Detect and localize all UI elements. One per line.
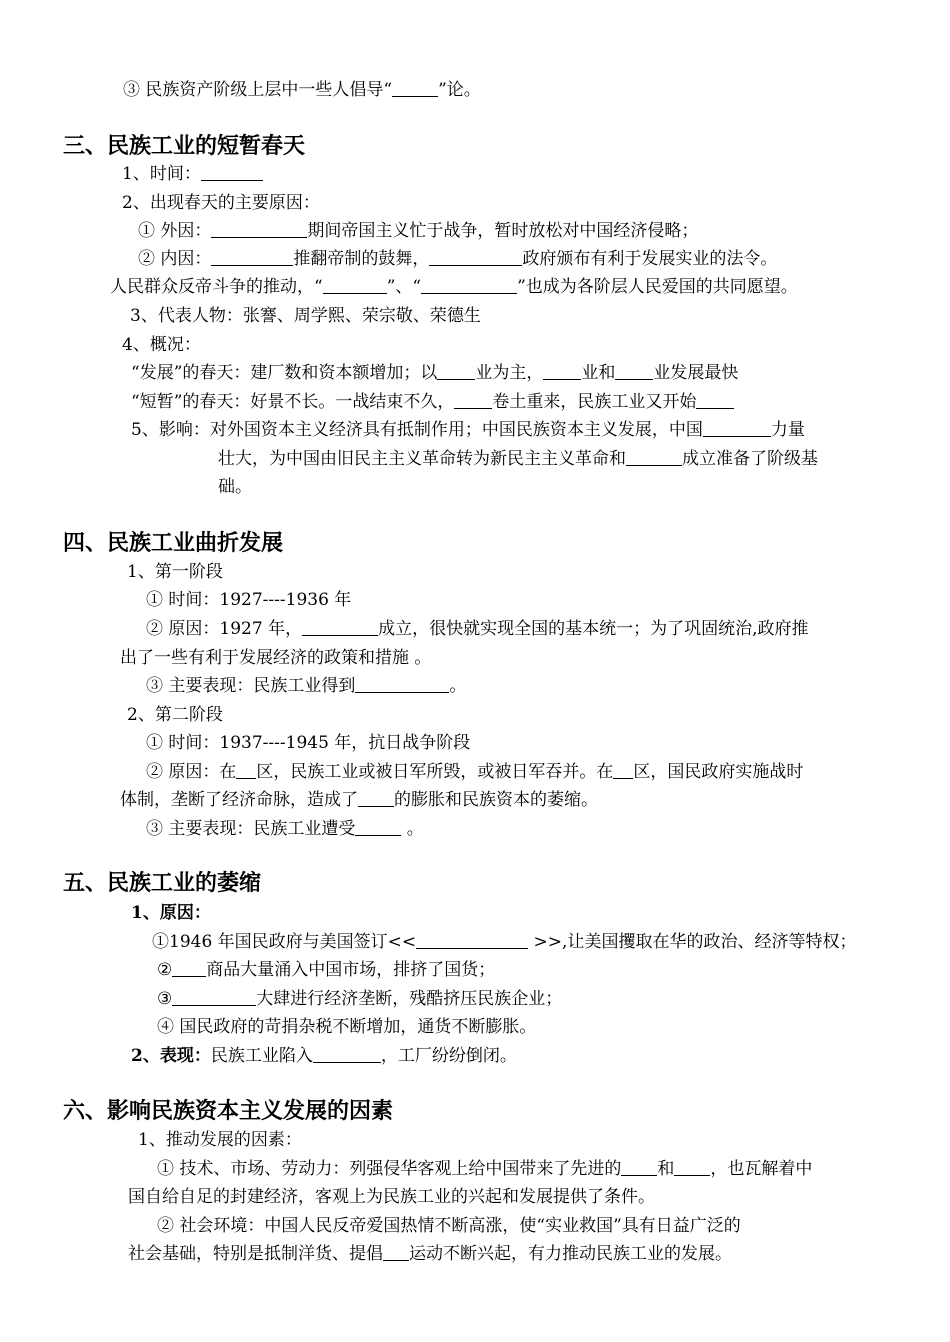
- s4-s1-reason-2: 出了一些有利于发展经济的政策和措施 。: [120, 648, 432, 668]
- s4-s2-perf: [146, 818, 424, 840]
- s3-impact: [131, 419, 805, 441]
- text: 业为主，: [475, 363, 544, 383]
- prev-line: [123, 79, 481, 101]
- s6-d1-2: 国自给自足的封建经济，客观上为民族工业的兴起和发展提供了条件。: [128, 1187, 655, 1207]
- text: “发展”的春天：建厂数和资本额增加；以: [131, 363, 438, 383]
- s3-figures: 3、代表人物：张謇、周学熙、荣宗敬、荣德生: [130, 306, 481, 326]
- text: ①1946 年国民政府与美国签订<<: [152, 932, 417, 952]
- blank: [429, 249, 522, 266]
- blank: [454, 392, 492, 409]
- text: 大肆进行经济垄断，残酷挤压民族企业；: [256, 989, 563, 1009]
- text: 2、表现：: [131, 1046, 211, 1066]
- text: 期间帝国主义忙于战争，暂时放松对中国经济侵略；: [307, 221, 699, 241]
- s6-drive: 1、推动发展的因素：: [138, 1130, 302, 1150]
- s5-perf: [131, 1045, 517, 1067]
- s3-internal: [138, 248, 777, 270]
- section-3-title: 三、民族工业的短暂春天: [63, 134, 306, 159]
- s3-impact-3: 础。: [218, 477, 252, 497]
- text: 社会基础，特别是抵制洋货、提倡: [128, 1244, 383, 1264]
- blank: [355, 819, 401, 836]
- s3-impact-2: [218, 448, 818, 470]
- blank: [626, 449, 682, 466]
- text: 1、时间：: [122, 164, 201, 184]
- text: 体制，垄断了经济命脉，造成了: [120, 790, 358, 810]
- blank: [696, 392, 734, 409]
- s4-stage2: 2、第二阶段: [127, 705, 223, 725]
- blank: [543, 363, 581, 380]
- text: ① 技术、市场、劳动力：列强侵华客观上给中国带来了先进的: [157, 1159, 622, 1179]
- text: 业和: [581, 363, 616, 383]
- blank: [211, 249, 293, 266]
- s3-people: [110, 276, 798, 298]
- blank: [421, 277, 517, 294]
- text: ③ 主要表现：民族工业遭受: [146, 819, 356, 839]
- blank: [383, 1244, 409, 1261]
- s3-short: [131, 391, 734, 413]
- text: 运动不断兴起，有力推动民族工业的发展。: [409, 1244, 732, 1264]
- text: 壮大，为中国由旧民主主义革命转为新民主主义革命和: [218, 449, 626, 469]
- blank: [172, 989, 256, 1006]
- blank: [172, 960, 206, 977]
- text: ① 外因：: [138, 221, 212, 241]
- text: 推翻帝制的鼓舞，: [293, 249, 430, 269]
- text: 区，国民政府实施战时: [633, 762, 804, 782]
- s4-s1-time: ① 时间：1927----1936 年: [146, 590, 352, 610]
- text: ”、“: [386, 277, 422, 297]
- s5-reason: 1、原因：: [131, 903, 211, 923]
- blank: [358, 790, 394, 807]
- text: ② 原因：1927 年，: [146, 619, 303, 639]
- s3-time: [122, 163, 263, 185]
- s6-d1: [157, 1158, 812, 1180]
- text: 人民群众反帝斗争的推动，“: [110, 277, 323, 297]
- text: ③ 主要表现：民族工业得到: [146, 676, 356, 696]
- text: 和: [657, 1159, 675, 1179]
- text: 5、影响：对外国资本主义经济具有抵制作用；中国民族资本主义发展，中国: [131, 420, 703, 440]
- s3-reasons: 2、出现春天的主要原因：: [122, 193, 320, 213]
- s3-external: [138, 220, 698, 242]
- text: 民族工业陷入: [210, 1046, 313, 1066]
- blank: [392, 80, 438, 97]
- text: ② 原因：在: [146, 762, 237, 782]
- blank: [615, 363, 653, 380]
- s6-d2-2: [128, 1243, 732, 1265]
- text: ”论。: [438, 80, 481, 100]
- text: ，工厂纷纷倒闭。: [380, 1046, 517, 1066]
- text: ③: [157, 989, 173, 1009]
- s4-s2-time: ① 时间：1937----1945 年，抗日战争阶段: [146, 733, 471, 753]
- s5-r3: [157, 988, 562, 1010]
- s5-r1: [152, 931, 856, 953]
- text: 。: [401, 819, 424, 839]
- section-4-title: 四、民族工业曲折发展: [63, 531, 284, 556]
- blank: [313, 1046, 381, 1063]
- text: ②: [157, 960, 173, 980]
- text: 政府颁布有利于发展实业的法令。: [522, 249, 778, 269]
- blank: [355, 676, 449, 693]
- blank: [621, 1159, 657, 1176]
- s5-r4: ④ 国民政府的苛捐杂税不断增加，通货不断膨胀。: [157, 1017, 537, 1037]
- s4-s2-reason: [146, 761, 803, 783]
- blank: [201, 164, 263, 181]
- text: 商品大量涌入中国市场，排挤了国货；: [206, 960, 496, 980]
- text: ② 内因：: [138, 249, 212, 269]
- s3-overview: 4、概况：: [122, 335, 201, 355]
- blank: [416, 932, 528, 949]
- section-5-title: 五、民族工业的萎缩: [63, 871, 262, 896]
- section-6-title: 六、影响民族资本主义发展的因素: [63, 1099, 394, 1124]
- text: “短暂”的春天：好景不长。一战结束不久，: [131, 392, 455, 412]
- text: 的膨胀和民族资本的萎缩。: [394, 790, 598, 810]
- blank: [323, 277, 387, 294]
- s4-s1-reason: [146, 618, 808, 640]
- blank: [437, 363, 475, 380]
- text: 。: [449, 676, 467, 696]
- s5-r2: [157, 959, 495, 981]
- blank: [674, 1159, 710, 1176]
- s6-d2: ② 社会环境：中国人民反帝爱国热情不断高涨，使“实业救国”具有日益广泛的: [157, 1216, 741, 1236]
- s3-develop: [131, 362, 738, 384]
- text: >>,让美国攫取在华的政治、经济等特权；: [528, 932, 857, 952]
- text: 业发展最快: [653, 363, 739, 383]
- s4-s1-perf: [146, 675, 466, 697]
- text: 卷土重来，民族工业又开始: [492, 392, 697, 412]
- blank: [236, 762, 256, 779]
- text: ”也成为各阶层人民爱国的共同愿望。: [517, 277, 798, 297]
- s4-stage1: 1、第一阶段: [127, 562, 223, 582]
- text: ，也瓦解着中: [710, 1159, 813, 1179]
- blank: [302, 619, 378, 636]
- blank: [211, 221, 307, 238]
- text: ③ 民族资产阶级上层中一些人倡导“: [123, 80, 393, 100]
- text: 成立准备了阶级基: [682, 449, 818, 469]
- s4-s2-reason-2: [120, 789, 598, 811]
- blank: [703, 420, 771, 437]
- text: 力量: [770, 420, 805, 440]
- blank: [613, 762, 633, 779]
- text: 区，民族工业或被日军所毁，或被日军吞并。在: [256, 762, 614, 782]
- text: 成立，很快就实现全国的基本统一；为了巩固统治,政府推: [378, 619, 809, 639]
